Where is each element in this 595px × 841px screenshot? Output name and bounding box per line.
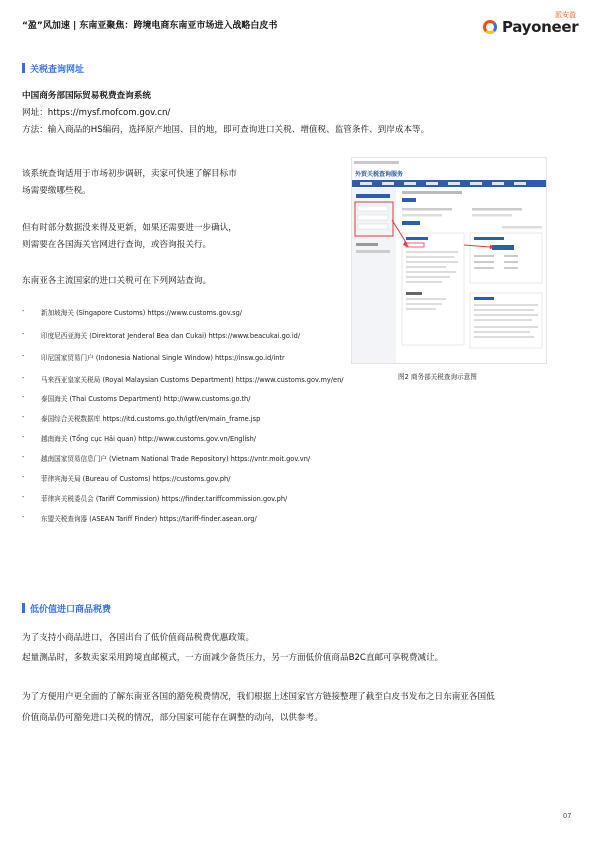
paragraph-sea-customs-intro: 东南亚各主流国家的进口关税可在下列网站查询。 xyxy=(22,276,212,286)
figure-caption: 图2 商务部关税查询示意图 xyxy=(398,373,477,381)
paragraph-update-line1: 但有时部分数据没来得及更新，如果还需要进一步确认， xyxy=(22,223,237,233)
logo-wordmark: Payoneer xyxy=(502,18,579,36)
section-marker xyxy=(22,63,25,73)
section-title-tariff-lookup: 关税查询网址 xyxy=(30,65,85,75)
screenshot-site-title: 外贸关税查询服务 xyxy=(355,171,404,178)
payoneer-logo xyxy=(483,11,579,42)
document-header-title: “盈”风加速 | 东南亚聚焦：跨境电商东南亚市场进入战略白皮书 xyxy=(22,21,278,31)
mofcom-method: 方法：输入商品的HS编码，选择原产地国、目的地，即可查询进口关税、增值税、监管条件、到岸成本等。 xyxy=(22,125,430,135)
paragraph-low-value-line2: 起量测品时，多数卖家采用跨境直邮模式，一方面减少备货压力，另一方面低价值商品B2C直邮可享税费减让。 xyxy=(22,653,444,663)
paragraph-exemption-line1: 为了方便用户更全面的了解东南亚各国的豁免税费情况，我们根据上述国家官方链接整理了截至白皮书发布之日东南亚各国低 xyxy=(22,692,495,702)
paragraph-usage-line2: 场需要缴哪些税。 xyxy=(22,186,91,196)
section-marker xyxy=(22,603,25,613)
paragraph-exemption-line2: 价值商品仍可豁免进口关税的情况，部分国家可能存在调整的动向，以供参考。 xyxy=(22,713,323,723)
screenshot-illustration xyxy=(352,158,546,363)
mofcom-screenshot-figure xyxy=(351,157,547,364)
payoneer-logo-icon xyxy=(483,20,497,34)
paragraph-usage-line1: 该系统查询适用于市场初步调研，卖家可快速了解目标市 xyxy=(22,169,237,179)
logo-chinese-name: 派安盈 xyxy=(555,11,576,19)
paragraph-low-value-line1: 为了支持小商品进口，各国出台了低价值商品税费优惠政策。 xyxy=(22,633,255,643)
paragraph-update-line2: 则需要在各国海关官网进行查询，或咨询报关行。 xyxy=(22,240,212,250)
section-title-low-value-goods: 低价值进口商品税费 xyxy=(30,605,112,615)
page-number: 07 xyxy=(563,812,572,820)
mofcom-url[interactable]: 网址：https://mysf.mofcom.gov.cn/ xyxy=(22,108,171,118)
mofcom-heading: 中国商务部国际贸易税费查询系统 xyxy=(22,91,151,101)
